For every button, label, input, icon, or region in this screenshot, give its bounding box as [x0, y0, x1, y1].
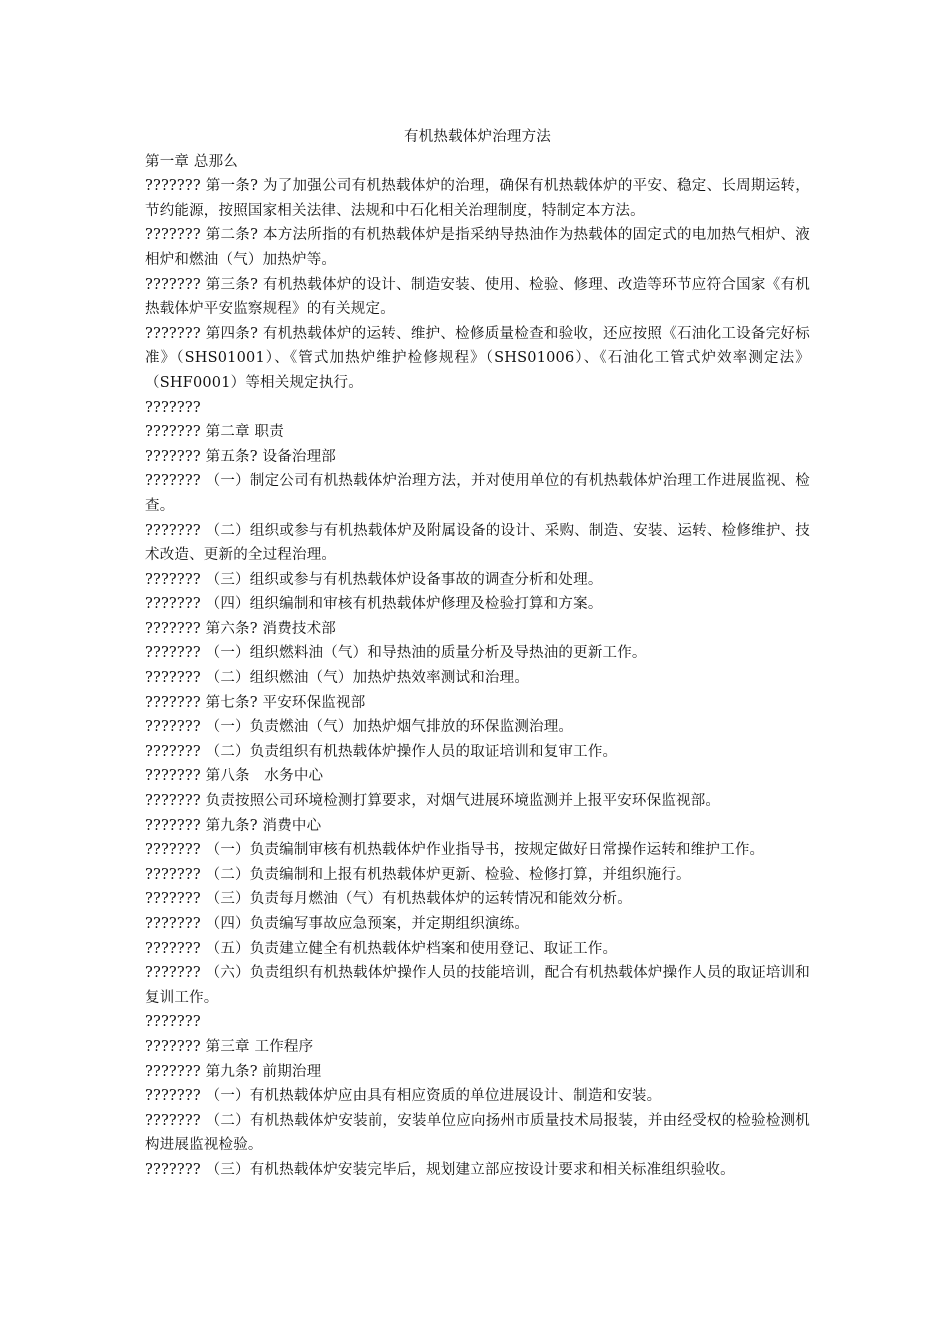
paragraph: ??????? 第五条? 设备治理部	[145, 448, 337, 465]
paragraph: ??????? 第二章 职责	[145, 424, 284, 441]
paragraph: ???????	[145, 399, 201, 416]
paragraph: ??????? （六）负责组织有机热载体炉操作人员的技能培训，配合有机热载体炉操作人员的取证培训和复训工作。	[145, 965, 810, 1006]
paragraph: ??????? 第三条? 有机热载体炉的设计、制造安装、使用、检验、修理、改造等环节应符合国家《有机热载体炉平安监察规程》的有关规定。	[145, 276, 810, 318]
paragraph: ??????? （一）制定公司有机热载体炉治理方法，并对使用单位的有机热载体炉治理工作进展监视、检查。	[145, 473, 810, 514]
document-page	[145, 125, 810, 1183]
paragraph: ??????? （四）负责编写事故应急预案，并定期组织演练。	[145, 916, 530, 932]
paragraph: ??????? 第二条? 本方法所指的有机热载体炉是指采纳导热油作为热载体的固定式的电加热气相炉、液相炉和燃油（气）加热炉等。	[145, 227, 810, 268]
paragraph: ??????? 第四条? 有机热载体炉的运转、维护、检修质量检查和验收，还应按照《石油化工设备完好标准》（SHS01001）、《管式加热炉维护检修规程》（SHS01006）、《石油化工管式炉效率测定法》（SHF0001）等相关规定执行。	[145, 325, 810, 391]
paragraph: ??????? （二）组织燃油（气）加热炉热效率测试和治理。	[145, 670, 530, 687]
paragraph: ??????? （三）组织或参与有机热载体炉设备事故的调查分析和处理。	[145, 571, 603, 588]
paragraph: ??????? 第九条? 前期治理	[145, 1063, 322, 1080]
paragraph: ??????? （五）负责建立健全有机热载体炉档案和使用登记、取证工作。	[145, 940, 618, 957]
paragraph: ??????? （二）有机热载体炉安装前，安装单位应向扬州市质量技术局报装，并由经受权的检验检测机构进展监视检验。	[145, 1112, 810, 1154]
paragraph: ??????? 第七条? 平安环保监视部	[145, 694, 366, 711]
paragraph: ???????	[145, 1014, 201, 1031]
paragraph: ??????? 负责按照公司环境检测打算要求，对烟气进展环境监测并上报平安环保监视部。	[145, 793, 721, 810]
paragraph: ??????? （二）负责组织有机热载体炉操作人员的取证培训和复审工作。	[145, 743, 618, 760]
paragraph: ??????? 第九条? 消费中心	[145, 817, 322, 834]
paragraph: ??????? 第一条? 为了加强公司有机热载体炉的治理，确保有机热载体炉的平安、稳定、长周期运转，节约能源，按照国家相关法律、法规和中石化相关治理制度，特制定本方法。	[145, 178, 810, 219]
paragraph: ??????? （一）负责燃油（气）加热炉烟气排放的环保监测治理。	[145, 719, 574, 736]
paragraph: ??????? 第三章 工作程序	[145, 1038, 314, 1055]
paragraph: ??????? （三）负责每月燃油（气）有机热载体炉的运转情况和能效分析。	[145, 891, 632, 908]
paragraph: ??????? （三）有机热载体炉安装完毕后，规划建立部应按设计要求和相关标准组织验收。	[145, 1161, 735, 1178]
paragraph: 第一章 总那么	[145, 153, 239, 170]
paragraph: ??????? （二）负责编制和上报有机热载体炉更新、检验、检修打算，并组织施行。	[145, 866, 691, 883]
paragraph: ??????? （四）组织编制和审核有机热载体炉修理及检验打算和方案。	[145, 596, 603, 613]
document-title: 有机热载体炉治理方法	[404, 129, 551, 145]
paragraph: ??????? （一）组织燃料油（气）和导热油的质量分析及导热油的更新工作。	[145, 645, 647, 662]
paragraph: ??????? 第六条? 消费技术部	[145, 620, 337, 637]
paragraph: ??????? （一）有机热载体炉应由具有相应资质的单位进展设计、制造和安装。	[145, 1088, 662, 1105]
paragraph: ??????? （一）负责编制审核有机热载体炉作业指导书，按规定做好日常操作运转和维护工作。	[145, 842, 765, 859]
paragraph: ??????? （二）组织或参与有机热载体炉及附属设备的设计、采购、制造、安装、运转、检修维护、技术改造、更新的全过程治理。	[145, 522, 810, 564]
paragraph: ??????? 第八条 水务中心	[145, 768, 324, 785]
